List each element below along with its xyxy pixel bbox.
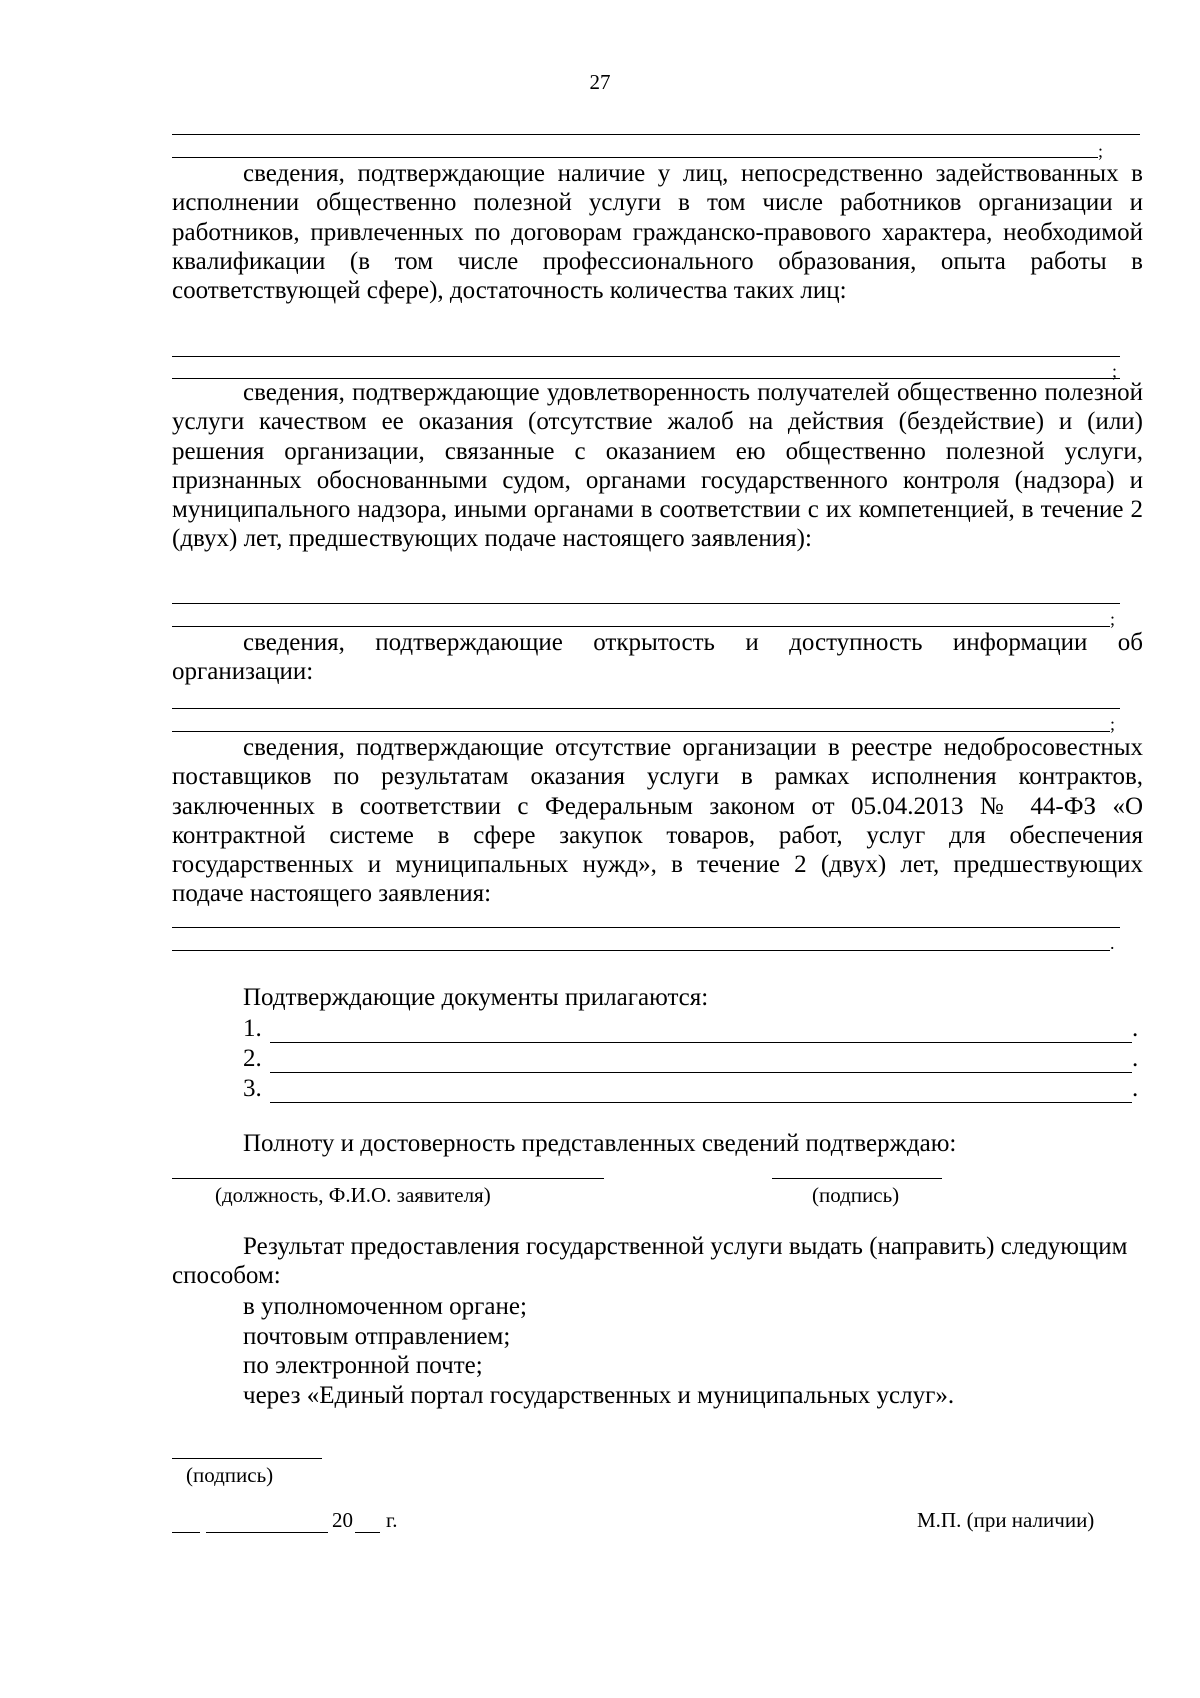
attachment-end: . xyxy=(1132,1045,1139,1072)
attachment-number: 3. xyxy=(243,1075,262,1102)
line-end-semicolon: ; xyxy=(1098,141,1104,161)
section-registry-text: сведения, подтверждающие отсутствие организации в реестре недобросовестных поставщиков по результатам оказания услуги в рамках исполнения контрактов, заключенных в соответствии с Федеральным законом от 05.04.2013 № 44-ФЗ «О контрактной системе в сфере закупок товаров, работ, услуг для обеспечения государственных и муниципальных нужд», в течение 2 (двух) лет, предшествующих подаче настоящего заявления: xyxy=(172,734,1143,908)
date-day-line xyxy=(172,1532,200,1533)
date-month-line xyxy=(206,1532,328,1533)
line-end-semicolon: ; xyxy=(1112,361,1118,381)
fill-line xyxy=(172,950,1110,951)
result-option: в уполномоченном органе; xyxy=(243,1293,527,1320)
fill-line xyxy=(172,157,1098,158)
date-year-line xyxy=(355,1532,380,1533)
result-option: почтовым отправлением; xyxy=(243,1323,511,1350)
fill-line xyxy=(172,626,1110,627)
fill-line xyxy=(172,927,1120,928)
fill-line xyxy=(172,356,1120,357)
result-option: по электронной почте; xyxy=(243,1352,483,1379)
footer-signature-caption: (подпись) xyxy=(186,1463,274,1487)
fill-line xyxy=(172,708,1120,709)
line-end-period: . xyxy=(1110,933,1115,953)
attachment-end: . xyxy=(1132,1015,1139,1042)
line-end-semicolon: ; xyxy=(1110,609,1116,629)
attachment-fill-line xyxy=(270,1042,1132,1043)
position-signature-line xyxy=(172,1178,604,1179)
date-year: 20 xyxy=(332,1508,353,1532)
attachment-number: 1. xyxy=(243,1015,262,1042)
attachment-fill-line xyxy=(270,1102,1132,1103)
result-option: через «Единый портал государственных и муниципальных услуг». xyxy=(243,1382,955,1409)
attachment-fill-line xyxy=(270,1072,1132,1073)
attachment-number: 2. xyxy=(243,1045,262,1072)
fill-line xyxy=(172,731,1110,732)
signature-line xyxy=(772,1178,942,1179)
position-caption: (должность, Ф.И.О. заявителя) xyxy=(215,1183,491,1207)
confirmation-text: Полноту и достоверность представленных сведений подтверждаю: xyxy=(243,1130,957,1157)
stamp-note: М.П. (при наличии) xyxy=(917,1508,1095,1532)
fill-line xyxy=(172,603,1120,604)
result-intro: Результат предоставления государственной услуги выдать (направить) следующим способом: xyxy=(172,1233,1128,1290)
fill-line xyxy=(172,134,1140,135)
signature-caption: (подпись) xyxy=(812,1183,900,1207)
section-openness-text: сведения, подтверждающие открытость и доступность информации об организации: xyxy=(172,629,1143,686)
attachment-end: . xyxy=(1132,1075,1139,1102)
attachments-heading: Подтверждающие документы прилагаются: xyxy=(243,984,709,1011)
footer-signature-line xyxy=(172,1458,322,1459)
section-qualification-text: сведения, подтверждающие наличие у лиц, непосредственно задействованных в исполнении общественно полезной услуги в том числе работников организации и работников, привлеченных по договорам гражданско-правового характера, необходимой квалификации (в том числе профессионального образования, опыта работы в соответствующей сфере), достаточность количества таких лиц: xyxy=(172,160,1143,305)
page-number: 27 xyxy=(589,70,611,94)
date-suffix: г. xyxy=(386,1508,398,1532)
section-satisfaction-text: сведения, подтверждающие удовлетворенность получателей общественно полезной услуги качеством ее оказания (отсутствие жалоб на действия (бездействие) и (или) решения организации, связанные с оказанием ею общественно полезной услуги, признанных обоснованными судом, органами государственного контроля (надзора) и муниципального надзора, иными органами в соответствии с их компетенцией, в течение 2 (двух) лет, предшествующих подаче настоящего заявления): xyxy=(172,379,1143,553)
line-end-semicolon: ; xyxy=(1110,714,1116,734)
